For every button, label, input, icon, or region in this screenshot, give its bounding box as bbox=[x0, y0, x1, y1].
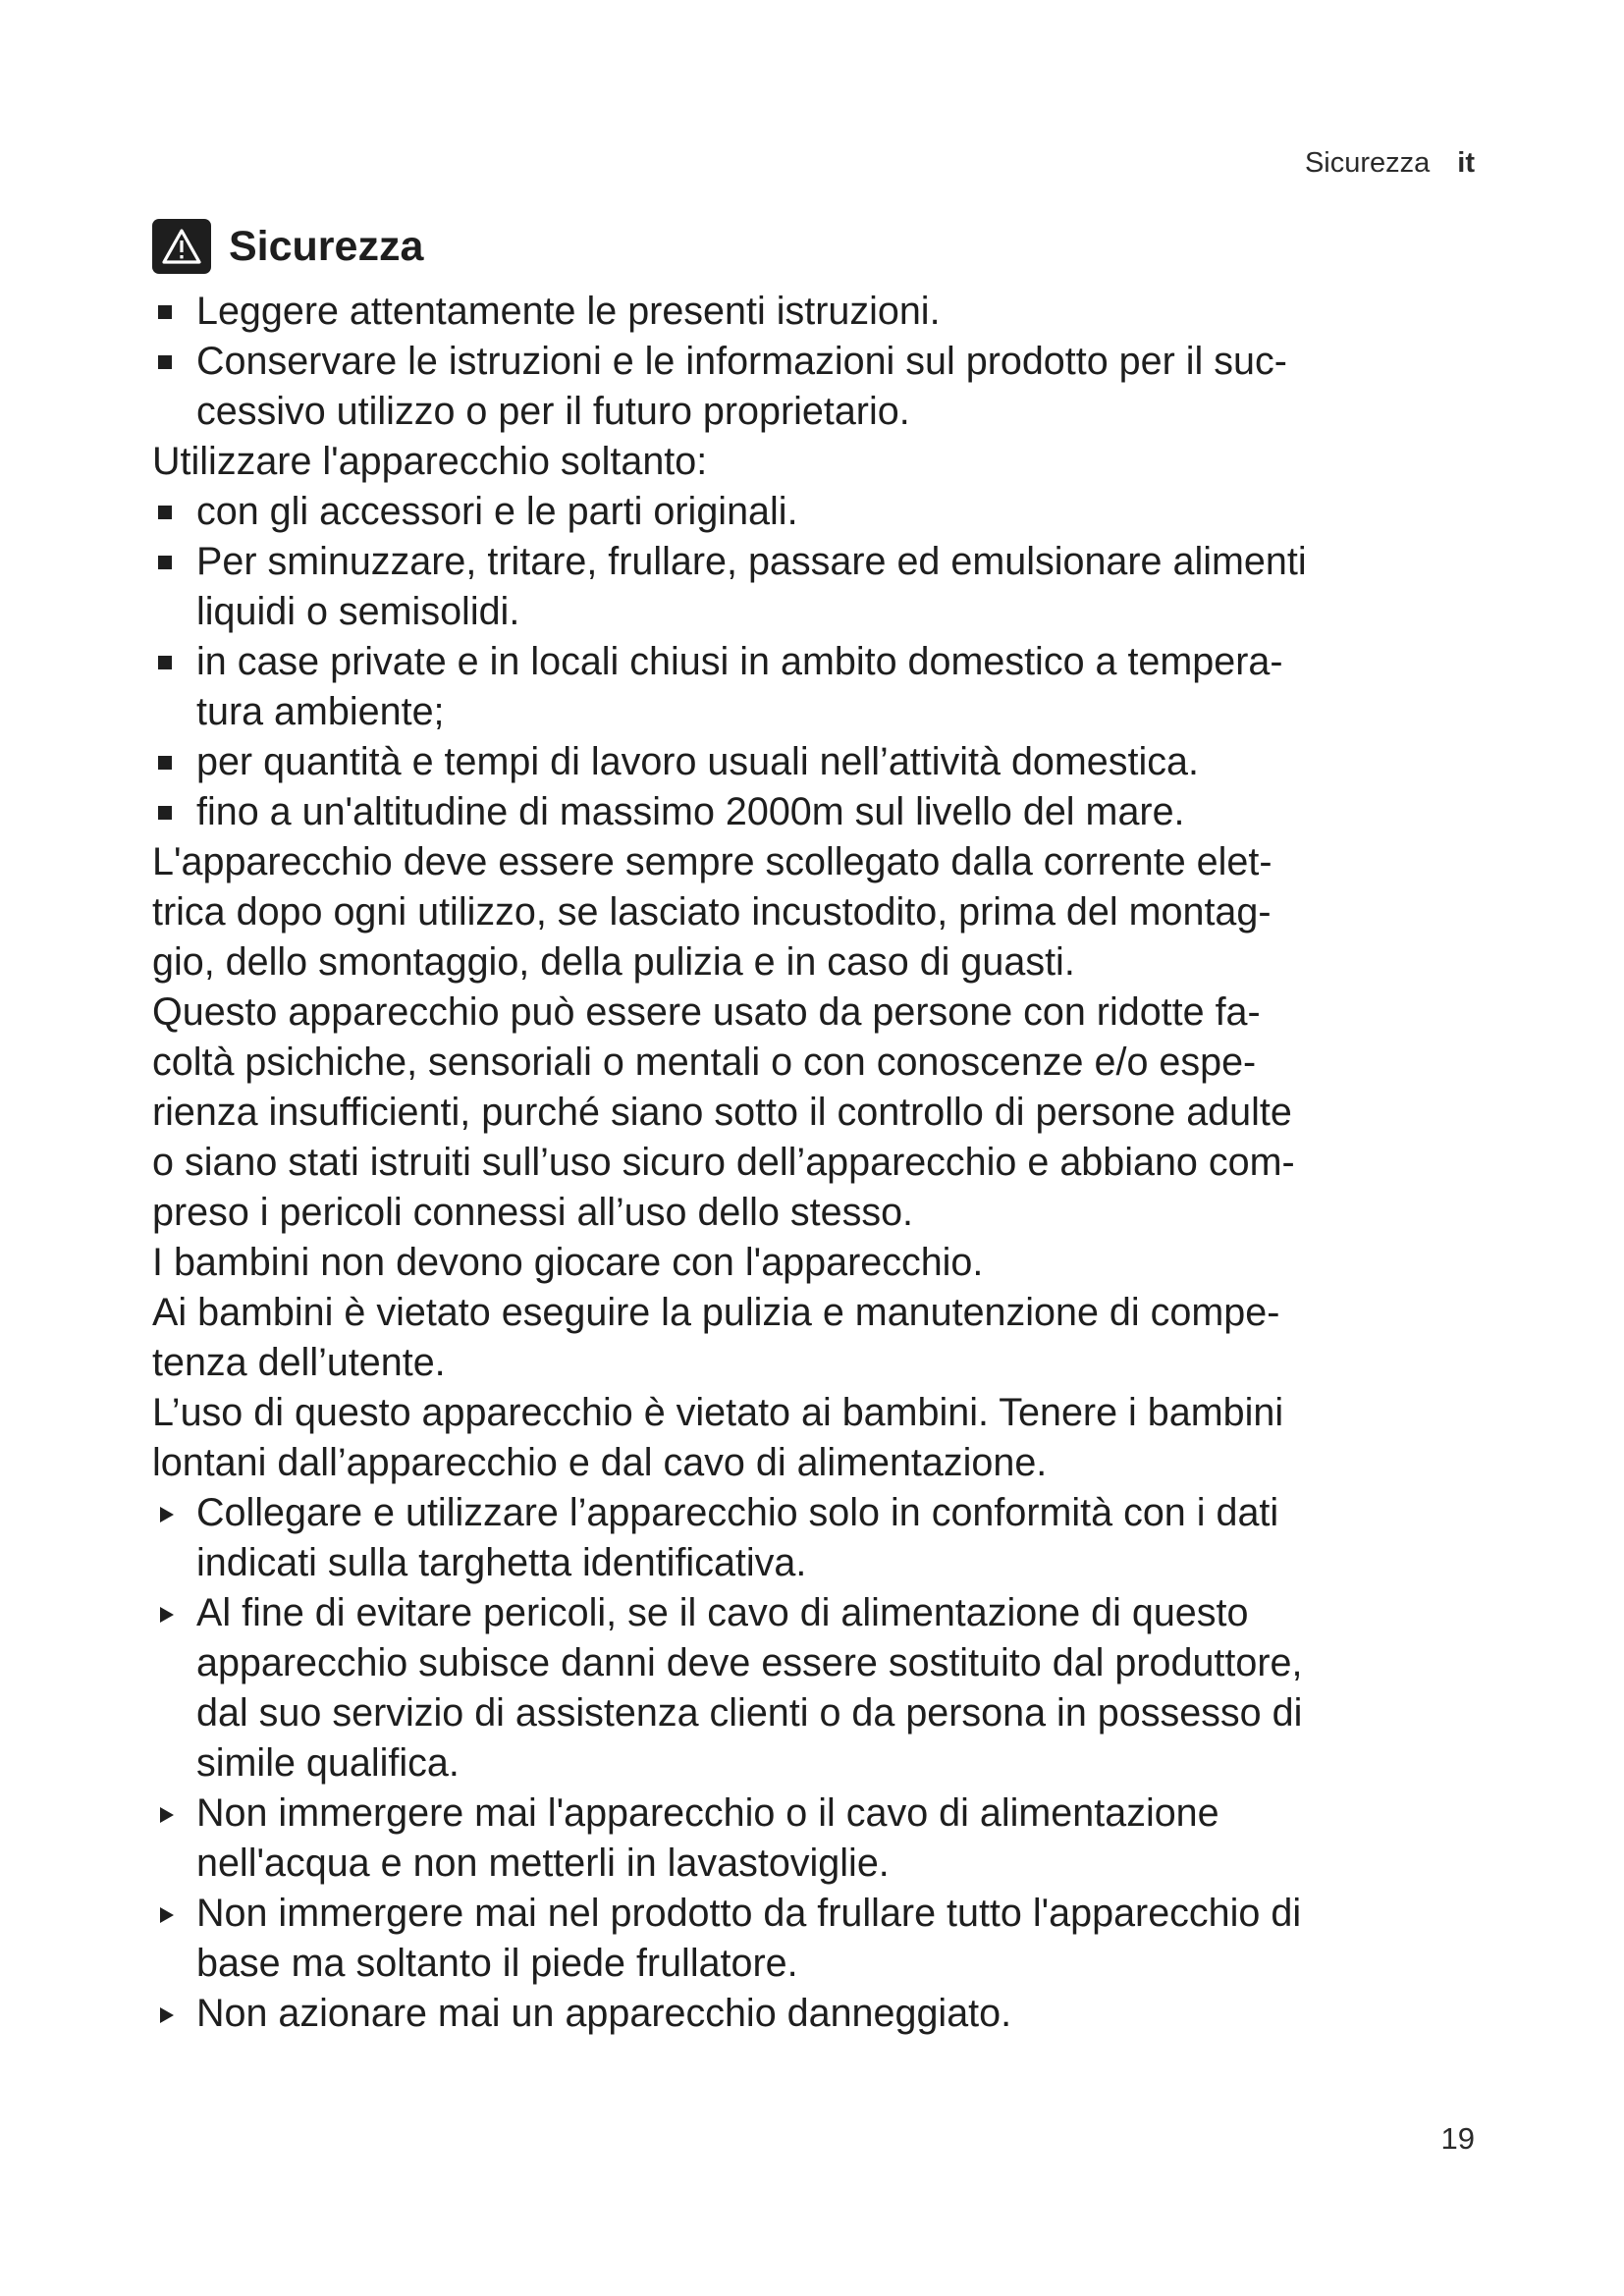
text-line: tura ambiente; bbox=[196, 690, 445, 733]
text-line: Questo apparecchio può essere usato da persone con ridotte fa- bbox=[152, 990, 1261, 1034]
triangle-arrow-icon bbox=[154, 1889, 184, 1939]
bullet-item bbox=[152, 287, 1507, 337]
square-bullet-icon bbox=[154, 787, 184, 837]
page-content bbox=[152, 216, 1507, 2039]
text-line: Conservare le istruzioni e le informazioni sul prodotto per il suc- bbox=[196, 340, 1287, 383]
text-line: in case private e in locali chiusi in ambito domestico a tempera- bbox=[196, 640, 1283, 683]
warning-triangle-icon bbox=[152, 219, 211, 274]
instruction-item bbox=[152, 1488, 1507, 1588]
text-line: simile qualifica. bbox=[196, 1741, 460, 1785]
triangle-arrow-icon bbox=[154, 1989, 184, 2039]
bullet-item bbox=[152, 737, 1507, 787]
text-line: Al fine di evitare pericoli, se il cavo di alimentazione di questo bbox=[196, 1591, 1249, 1634]
text-line: nell'acqua e non metterli in lavastoviglie. bbox=[196, 1842, 890, 1885]
text-line: L’uso di questo apparecchio è vietato ai bambini. Tenere i bambini bbox=[152, 1391, 1284, 1434]
text-line: Ai bambini è vietato eseguire la pulizia e manutenzione di compe- bbox=[152, 1291, 1280, 1334]
page-title: Sicurezza bbox=[229, 222, 424, 270]
text-line: I bambini non devono giocare con l'apparecchio. bbox=[152, 1241, 984, 1284]
text-line: con gli accessori e le parti originali. bbox=[196, 490, 798, 533]
text-line: gio, dello smontaggio, della pulizia e in caso di guasti. bbox=[152, 940, 1075, 984]
paragraph bbox=[152, 837, 1507, 988]
square-bullet-icon bbox=[154, 287, 184, 337]
text-line: cessivo utilizzo o per il futuro proprietario. bbox=[196, 390, 910, 433]
section-heading bbox=[152, 216, 1507, 277]
instruction-item bbox=[152, 1588, 1507, 1789]
text-line: apparecchio subisce danni deve essere sostituito dal produttore, bbox=[196, 1641, 1303, 1684]
triangle-arrow-icon bbox=[154, 1588, 184, 1638]
text-line: coltà psichiche, sensoriali o mentali o con conoscenze e/o espe- bbox=[152, 1041, 1257, 1084]
running-header bbox=[1305, 147, 1475, 180]
text-line: lontani dall’apparecchio e dal cavo di alimentazione. bbox=[152, 1441, 1048, 1484]
text-line: L'apparecchio deve essere sempre scollegato dalla corrente elet- bbox=[152, 840, 1272, 883]
text-line: base ma soltanto il piede frullatore. bbox=[196, 1942, 798, 1985]
text-line: Collegare e utilizzare l’apparecchio solo in conformità con i dati bbox=[196, 1491, 1279, 1534]
triangle-arrow-icon bbox=[154, 1488, 184, 1538]
text-line: per quantità e tempi di lavoro usuali nell’attività domestica. bbox=[196, 740, 1199, 783]
safety-text-body bbox=[152, 287, 1507, 2039]
text-line: Leggere attentamente le presenti istruzioni. bbox=[196, 290, 941, 333]
paragraph bbox=[152, 988, 1507, 1238]
text-line: indicati sulla targhetta identificativa. bbox=[196, 1541, 807, 1584]
header-language: it bbox=[1457, 147, 1475, 179]
text-line: Non immergere mai nel prodotto da frullare tutto l'apparecchio di bbox=[196, 1892, 1302, 1935]
text-line: Per sminuzzare, tritare, frullare, passare ed emulsionare alimenti bbox=[196, 540, 1307, 583]
text-line: Non azionare mai un apparecchio danneggiato. bbox=[196, 1992, 1012, 2035]
paragraph bbox=[152, 1238, 1507, 1288]
square-bullet-icon bbox=[154, 737, 184, 787]
page-number: 19 bbox=[1440, 2121, 1475, 2156]
bullet-item bbox=[152, 637, 1507, 737]
bullet-item bbox=[152, 487, 1507, 537]
paragraph bbox=[152, 1288, 1507, 1388]
text-line: Utilizzare l'apparecchio soltanto: bbox=[152, 440, 708, 483]
text-line: fino a un'altitudine di massimo 2000m sul livello del mare. bbox=[196, 790, 1185, 833]
text-line: rienza insufficienti, purché siano sotto il controllo di persone adulte bbox=[152, 1091, 1292, 1134]
square-bullet-icon bbox=[154, 637, 184, 687]
text-line: Non immergere mai l'apparecchio o il cavo di alimentazione bbox=[196, 1791, 1219, 1835]
instruction-item bbox=[152, 1789, 1507, 1889]
bullet-item bbox=[152, 787, 1507, 837]
square-bullet-icon bbox=[154, 337, 184, 387]
square-bullet-icon bbox=[154, 537, 184, 587]
text-line: trica dopo ogni utilizzo, se lasciato incustodito, prima del montag- bbox=[152, 890, 1272, 934]
bullet-item bbox=[152, 337, 1507, 437]
instruction-item bbox=[152, 1889, 1507, 1989]
text-line: dal suo servizio di assistenza clienti o da persona in possesso di bbox=[196, 1691, 1303, 1735]
text-line: preso i pericoli connessi all’uso dello stesso. bbox=[152, 1191, 914, 1234]
triangle-arrow-icon bbox=[154, 1789, 184, 1839]
square-bullet-icon bbox=[154, 487, 184, 537]
text-line: tenza dell’utente. bbox=[152, 1341, 446, 1384]
text-line: liquidi o semisolidi. bbox=[196, 590, 520, 633]
instruction-item bbox=[152, 1989, 1507, 2039]
text-line: o siano stati istruiti sull’uso sicuro dell’apparecchio e abbiano com- bbox=[152, 1141, 1295, 1184]
bullet-item bbox=[152, 537, 1507, 637]
paragraph bbox=[152, 1388, 1507, 1488]
header-section: Sicurezza bbox=[1304, 147, 1431, 179]
paragraph bbox=[152, 437, 1507, 487]
